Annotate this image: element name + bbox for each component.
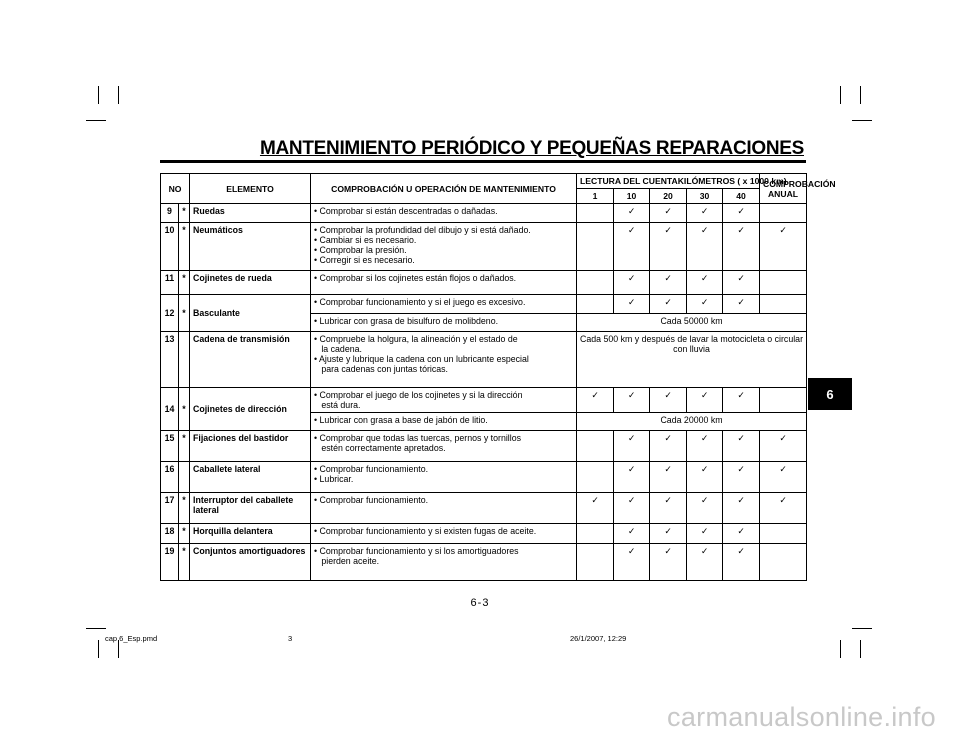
check-icon: ✓: [737, 546, 745, 556]
check-cell: [577, 544, 614, 581]
header-km-10: 10: [614, 189, 650, 204]
crop-mark: [86, 120, 106, 121]
check-cell: [650, 388, 687, 413]
row-element: Interruptor del caballete lateral: [190, 493, 311, 524]
table-row: [161, 388, 807, 413]
row-element: Cojinetes de rueda: [190, 271, 311, 295]
footer-file: cap 6_Esp.pmd: [105, 634, 158, 643]
check-cell: [614, 544, 650, 581]
row-asterisk: *: [179, 524, 190, 544]
crop-mark: [840, 640, 841, 658]
check-cell: [760, 524, 807, 544]
table-row: [161, 332, 807, 388]
check-cell: [687, 223, 723, 271]
check-cell: [577, 431, 614, 462]
crop-mark: [852, 120, 872, 121]
check-cell: [760, 493, 807, 524]
check-cell: [650, 524, 687, 544]
operation-line: • Comprobar la profundidad del dibujo y si está dañado.: [314, 225, 531, 235]
check-cell: [577, 204, 614, 223]
check-icon: ✓: [627, 526, 636, 536]
check-cell: [687, 493, 723, 524]
check-icon: ✓: [627, 225, 636, 235]
check-icon: ✓: [627, 297, 636, 307]
check-icon: ✓: [627, 433, 636, 443]
interval-note: Cada 500 km y después de lavar la motocicleta o circular con lluvia: [577, 332, 807, 388]
row-asterisk: *: [179, 223, 190, 271]
row-asterisk: *: [179, 295, 190, 332]
row-element: Horquilla delantera: [190, 524, 311, 544]
row-number: 15: [161, 431, 179, 462]
row-operation: [311, 413, 577, 431]
check-icon: ✓: [737, 495, 745, 505]
row-element: Neumáticos: [190, 223, 311, 271]
check-cell: [577, 223, 614, 271]
check-icon: ✓: [737, 433, 745, 443]
operation-line: • Comprobar funcionamiento y si existen fugas de aceite.: [314, 526, 537, 536]
check-icon: ✓: [664, 297, 672, 307]
row-number: 11: [161, 271, 179, 295]
operation-line: la cadena.: [314, 344, 362, 354]
row-asterisk: *: [179, 493, 190, 524]
table-row: [161, 295, 807, 314]
row-element: Conjuntos amortiguadores: [190, 544, 311, 581]
check-cell: [614, 431, 650, 462]
row-element: Ruedas: [190, 204, 311, 223]
row-operation: [311, 544, 577, 581]
title-rule: [160, 160, 806, 163]
check-icon: ✓: [700, 464, 709, 474]
header-no: NO: [161, 174, 190, 204]
check-icon: ✓: [627, 273, 636, 283]
operation-line: pierden aceite.: [314, 556, 380, 566]
operation-line: • Comprobar funcionamiento y si los amortiguadores: [314, 546, 519, 556]
check-icon: ✓: [700, 225, 709, 235]
check-cell: [577, 388, 614, 413]
check-cell: [577, 295, 614, 314]
row-asterisk: *: [179, 204, 190, 223]
check-icon: ✓: [779, 464, 787, 474]
check-icon: ✓: [737, 297, 745, 307]
check-cell: [577, 493, 614, 524]
check-cell: [760, 388, 807, 413]
row-asterisk: *: [179, 271, 190, 295]
check-cell: [723, 204, 760, 223]
check-cell: [723, 431, 760, 462]
check-cell: [614, 493, 650, 524]
check-cell: [650, 462, 687, 493]
check-cell: [760, 431, 807, 462]
table-row: [161, 493, 807, 524]
check-cell: [614, 388, 650, 413]
table-row: [161, 431, 807, 462]
operation-line: • Lubricar con grasa a base de jabón de litio.: [314, 415, 488, 425]
check-cell: [723, 524, 760, 544]
check-icon: ✓: [664, 464, 672, 474]
operation-line: • Ajuste y lubrique la cadena con un lubricante especial: [314, 354, 529, 364]
check-cell: [614, 223, 650, 271]
check-cell: [650, 223, 687, 271]
check-icon: ✓: [627, 206, 636, 216]
operation-line: • Comprobar el juego de los cojinetes y si la dirección: [314, 390, 523, 400]
operation-line: • Corregir si es necesario.: [314, 255, 415, 265]
table-row: [161, 271, 807, 295]
table-body: [161, 204, 807, 581]
row-number: 13: [161, 332, 179, 388]
row-number: 16: [161, 462, 179, 493]
row-operation: [311, 204, 577, 223]
operation-line: • Cambiar si es necesario.: [314, 235, 417, 245]
page-number: 6-3: [470, 597, 490, 609]
row-number: 12: [161, 295, 179, 332]
check-cell: [687, 388, 723, 413]
check-cell: [614, 295, 650, 314]
table-row: [161, 524, 807, 544]
check-icon: ✓: [700, 495, 709, 505]
operation-line: • Comprobar que todas las tuercas, pernos y tornillos: [314, 433, 521, 443]
header-odometer: LECTURA DEL CUENTAKILÓMETROS ( x 1000 km): [577, 174, 760, 189]
check-cell: [687, 271, 723, 295]
check-cell: [687, 524, 723, 544]
row-number: 18: [161, 524, 179, 544]
check-cell: [760, 204, 807, 223]
interval-note: Cada 20000 km: [577, 413, 807, 431]
check-cell: [723, 388, 760, 413]
check-cell: [760, 295, 807, 314]
row-asterisk: *: [179, 388, 190, 431]
row-asterisk: *: [179, 431, 190, 462]
row-element: Basculante: [190, 295, 311, 332]
check-icon: ✓: [591, 390, 599, 400]
check-cell: [723, 544, 760, 581]
row-operation: [311, 524, 577, 544]
footer-date: 26/1/2007, 12:29: [570, 634, 627, 643]
check-cell: [577, 524, 614, 544]
page-title: MANTENIMIENTO PERIÓDICO Y PEQUEÑAS REPARACIONES: [259, 138, 804, 159]
check-icon: ✓: [700, 297, 709, 307]
check-cell: [650, 544, 687, 581]
row-element: Cojinetes de dirección: [190, 388, 311, 431]
check-cell: [687, 204, 723, 223]
check-cell: [614, 204, 650, 223]
check-icon: ✓: [664, 390, 672, 400]
check-icon: ✓: [737, 206, 745, 216]
check-cell: [723, 493, 760, 524]
check-icon: ✓: [737, 526, 745, 536]
operation-line: • Comprobar funcionamiento.: [314, 495, 429, 505]
check-icon: ✓: [664, 546, 672, 556]
row-operation: [311, 332, 577, 388]
check-cell: [723, 295, 760, 314]
operation-line: estén correctamente apretados.: [314, 443, 446, 453]
check-cell: [577, 271, 614, 295]
check-cell: [760, 462, 807, 493]
watermark: carmanualsonline.info: [667, 702, 936, 732]
row-number: 10: [161, 223, 179, 271]
operation-line: está dura.: [314, 400, 361, 410]
operation-line: • Lubricar.: [314, 474, 354, 484]
crop-mark: [86, 628, 106, 629]
check-icon: ✓: [700, 273, 709, 283]
check-icon: ✓: [779, 225, 787, 235]
row-operation: [311, 271, 577, 295]
check-cell: [614, 524, 650, 544]
header-operation: COMPROBACIÓN U OPERACIÓN DE MANTENIMIENTO: [311, 174, 577, 204]
operation-line: para cadenas con juntas tóricas.: [314, 364, 449, 374]
table-row: [161, 544, 807, 581]
check-icon: ✓: [700, 526, 709, 536]
check-cell: [687, 431, 723, 462]
check-icon: ✓: [779, 433, 787, 443]
row-operation: [311, 388, 577, 413]
check-cell: [760, 544, 807, 581]
crop-mark: [118, 86, 119, 104]
check-cell: [650, 271, 687, 295]
check-cell: [723, 223, 760, 271]
row-asterisk: *: [179, 544, 190, 581]
crop-mark: [860, 86, 861, 104]
row-operation: [311, 431, 577, 462]
operation-line: • Lubricar con grasa de bisulfuro de molibdeno.: [314, 316, 499, 326]
check-cell: [650, 493, 687, 524]
operation-line: • Compruebe la holgura, la alineación y el estado de: [314, 334, 518, 344]
crop-mark: [852, 628, 872, 629]
row-number: 17: [161, 493, 179, 524]
header-annual: COMPROBACIÓN ANUAL: [760, 174, 807, 204]
row-operation: [311, 462, 577, 493]
check-icon: ✓: [664, 273, 672, 283]
row-element: Caballete lateral: [190, 462, 311, 493]
crop-mark: [98, 86, 99, 104]
operation-line: • Comprobar si están descentradas o dañadas.: [314, 206, 498, 216]
row-operation: [311, 314, 577, 332]
check-cell: [723, 462, 760, 493]
header-km-40: 40: [723, 189, 760, 204]
check-icon: ✓: [627, 495, 636, 505]
check-cell: [687, 462, 723, 493]
table-row: [161, 462, 807, 493]
check-icon: ✓: [700, 206, 709, 216]
header-element: ELEMENTO: [190, 174, 311, 204]
row-element: Cadena de transmisión: [190, 332, 311, 388]
row-number: 14: [161, 388, 179, 431]
check-cell: [577, 462, 614, 493]
crop-mark: [840, 86, 841, 104]
check-icon: ✓: [664, 206, 672, 216]
check-cell: [614, 462, 650, 493]
check-cell: [687, 544, 723, 581]
operation-line: • Comprobar funcionamiento.: [314, 464, 429, 474]
check-cell: [723, 271, 760, 295]
check-icon: ✓: [664, 225, 672, 235]
check-cell: [650, 431, 687, 462]
operation-line: • Comprobar si los cojinetes están flojos o dañados.: [314, 273, 517, 283]
check-icon: ✓: [664, 433, 672, 443]
maintenance-table: [160, 173, 836, 581]
check-cell: [760, 271, 807, 295]
operation-line: • Comprobar funcionamiento y si el juego es excesivo.: [314, 297, 526, 307]
table-row: [161, 204, 807, 223]
row-element: Fijaciones del bastidor: [190, 431, 311, 462]
check-icon: ✓: [700, 546, 709, 556]
row-operation: [311, 295, 577, 314]
check-cell: [760, 223, 807, 271]
operation-line: • Comprobar la presión.: [314, 245, 407, 255]
check-icon: ✓: [664, 495, 672, 505]
check-icon: ✓: [591, 495, 599, 505]
check-icon: ✓: [737, 225, 745, 235]
check-icon: ✓: [627, 390, 636, 400]
check-icon: ✓: [700, 390, 709, 400]
row-operation: [311, 493, 577, 524]
check-icon: ✓: [627, 464, 636, 474]
crop-mark: [860, 640, 861, 658]
header-km-30: 30: [687, 189, 723, 204]
check-icon: ✓: [664, 526, 672, 536]
row-number: 9: [161, 204, 179, 223]
footer-page: 3: [288, 634, 293, 643]
check-cell: [650, 295, 687, 314]
row-asterisk: [179, 332, 190, 388]
check-icon: ✓: [737, 390, 745, 400]
check-icon: ✓: [737, 273, 745, 283]
header-km-20: 20: [650, 189, 687, 204]
check-icon: ✓: [737, 464, 745, 474]
interval-note: Cada 50000 km: [577, 314, 807, 332]
row-operation: [311, 223, 577, 271]
check-icon: ✓: [779, 495, 787, 505]
check-cell: [614, 271, 650, 295]
check-cell: [687, 295, 723, 314]
check-cell: [650, 204, 687, 223]
table-row: [161, 223, 807, 271]
chapter-tab: 6: [808, 378, 852, 410]
header-km-1: 1: [577, 189, 614, 204]
crop-mark: [98, 640, 99, 658]
row-number: 19: [161, 544, 179, 581]
check-icon: ✓: [700, 433, 709, 443]
check-icon: ✓: [627, 546, 636, 556]
row-asterisk: [179, 462, 190, 493]
